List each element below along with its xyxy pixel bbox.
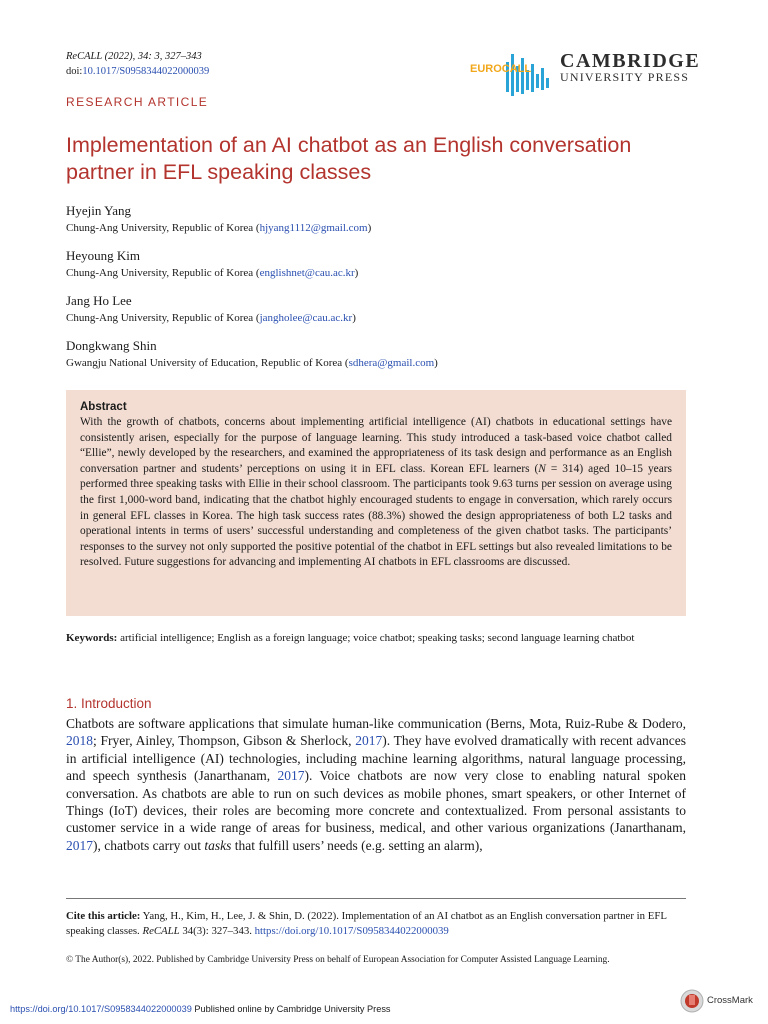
doi-link[interactable]: 10.1017/S0958344022000039: [82, 66, 210, 77]
cambridge-logo-word: CAMBRIDGE: [560, 50, 701, 72]
abstract-text: With the growth of chatbots, concerns about implementing artificial intelligence (AI) chatbots in educational settings have consistently arisen, especially for the purpose of language learning. This study introduced a task-based voice chatbot called “Ellie”, newly developed by the researchers, and examined the appropriateness of its task design and performance as an English conversation partner and students’ perceptions on using it in EFL class. Korean EFL learners (N = 314) aged 10–15 years performed three speaking tasks with Ellie in their school classroom. The participants took 9.63 turns per session on average using the first 1,000-word band, indicating that the chatbot highly encouraged students to engage in conversation, which rarely occurs in general EFL classes in Korea. The high task success rates (88.3%) showed the design appropriateness of both L2 tasks and operational intents in terms of users’ successful understanding and completeness of the given chatbot tasks. The participants’ responses to the survey not only supported the positive potential of the chatbot in EFL settings but also revealed limitations to be resolved. Future suggestions for advancing and implementing AI chatbots in EFL classrooms are discussed.: [80, 416, 672, 569]
author-affiliation: Chung-Ang University, Republic of Korea (englishnet@cau.ac.kr): [66, 267, 359, 279]
author-name: Hyejin Yang: [66, 203, 132, 218]
doi-prefix: doi:: [66, 66, 83, 77]
intro-paragraph: Chatbots are software applications that simulate human-like communication (Berns, Mota, Ruiz-Rube & Dodero, 2018; Fryer, Ainley, Thompson, Gibson & Sherlock, 2017). They have evolved dramatically with recent advances in artificial intelligence (AI) technologies, including machine learning algorithms, natural language processing, and speech synthesis (Janarthanam, 2017). Voice chatbots are now very close to enabling natural spoken conversation. As chatbots are able to run on such devices as mobile phones, smart speakers, or other Internet of Things (IoT) devices, their roles are becoming more concrete and contextualized. From personal assistants to customer service in a wide range of areas for business, medical, and other various organizations (Janarthanam, 2017), chatbots carry out tasks that fulfill users’ needs (e.g. setting an alarm),: [66, 716, 687, 853]
author-affiliation: Gwangju National University of Education, Republic of Korea (sdhera@gmail.com): [66, 357, 438, 369]
citation-link[interactable]: 2018: [66, 733, 93, 749]
citation-link[interactable]: 2017: [277, 768, 305, 784]
crossmark-label: CrossMark: [707, 995, 753, 1006]
author-email[interactable]: jangholee@cau.ac.kr: [259, 312, 353, 324]
author-email[interactable]: englishnet@cau.ac.kr: [259, 267, 355, 279]
cite-doi-link[interactable]: https://doi.org/10.1017/S0958344022000039: [254, 925, 449, 937]
footer-doi-link[interactable]: https://doi.org/10.1017/S0958344022000039: [10, 1004, 192, 1014]
citation-link[interactable]: 2017: [66, 837, 93, 853]
author-email[interactable]: hjyang1112@gmail.com: [259, 222, 368, 234]
article-type: RESEARCH ARTICLE: [66, 95, 209, 109]
cambridge-logo-press: UNIVERSITY PRESS: [560, 70, 690, 84]
abstract-heading: Abstract: [80, 401, 127, 413]
author-name: Jang Ho Lee: [66, 293, 132, 308]
keywords-label: Keywords:: [66, 632, 118, 644]
cite-label: Cite this article:: [66, 910, 141, 922]
article-title: Implementation of an AI chatbot as an English conversation partner in EFL speaking classes: [66, 133, 632, 184]
section-heading: 1. Introduction: [66, 696, 152, 711]
author-name: Dongkwang Shin: [66, 338, 157, 353]
divider: [66, 898, 686, 899]
journal-reference: ReCALL (2022), 34: 3, 327–343: [66, 51, 202, 62]
keywords-text: artificial intelligence; English as a foreign language; voice chatbot; speaking tasks; second language learning chatbot: [117, 632, 635, 644]
author-affiliation: Chung-Ang University, Republic of Korea (hjyang1112@gmail.com): [66, 222, 372, 234]
copyright-notice: © The Author(s), 2022. Published by Cambridge University Press on behalf of European Association for Computer Assisted Language Learning.: [66, 955, 610, 965]
page-footer: https://doi.org/10.1017/S0958344022000039 Published online by Cambridge University Press: [10, 1004, 391, 1014]
author-name: Heyoung Kim: [66, 248, 141, 263]
author-email[interactable]: sdhera@gmail.com: [348, 357, 435, 369]
abstract-box: [66, 390, 686, 616]
journal-info: [66, 49, 209, 79]
eurocall-logo-text: EUROCALL: [470, 63, 532, 75]
cite-this-article: Cite this article: Yang, H., Kim, H., Lee, J. & Shin, D. (2022). Implementation of an AI chatbot as an English conversation partner in EFL speaking classes. ReCALL 34(3): 327–343. https://doi.org/10.1017/S0958344022000039: [66, 910, 667, 937]
citation-link[interactable]: 2017: [355, 733, 383, 749]
keywords: [66, 631, 706, 646]
author-affiliation: Chung-Ang University, Republic of Korea (jangholee@cau.ac.kr): [66, 312, 356, 324]
